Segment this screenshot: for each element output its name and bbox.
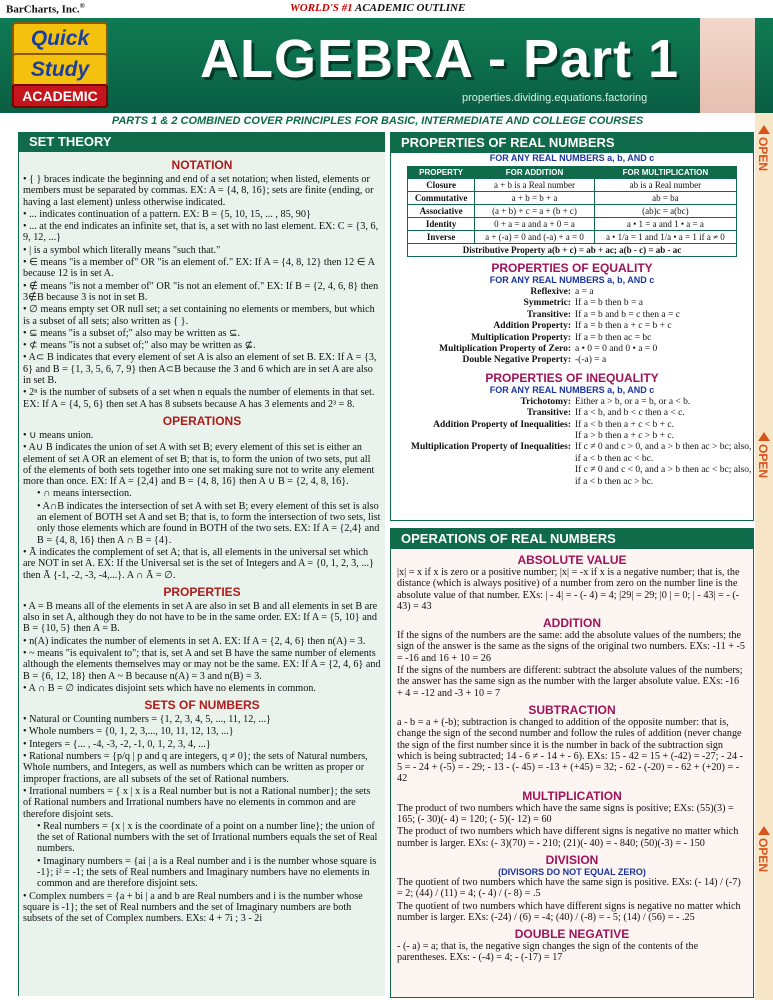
operations-real-heading: OPERATIONS OF REAL NUMBERS	[391, 529, 753, 549]
header-decoration	[700, 18, 755, 113]
list-item: • Imaginary numbers = {ai | a is a Real number and i is the number whose square is -1}; i² = -1; the sets of Real numbers and Imaginary numbers have no elements in common and are therefore disjoint sets.	[37, 855, 377, 890]
equality-heading: PROPERTIES OF EQUALITY	[491, 261, 653, 275]
open-arrow-icon	[758, 432, 770, 441]
property-label: Trichotomy:	[520, 396, 571, 407]
list-item	[391, 397, 753, 408]
list-item: • Rational numbers = {p/q | p and q are integers, q ≠ 0}; the sets of Natural numbers, Whole numbers, and Integers, as well as numbers which can be written as proper or improper fractions, are all subsets of the set of Rational numbers.	[23, 751, 368, 785]
open-tag: OPEN	[756, 137, 770, 172]
property-value: a = a	[575, 287, 594, 297]
table-cell: Closure	[408, 179, 475, 192]
table-cell: Commutative	[408, 192, 475, 205]
table-row	[408, 192, 737, 205]
property-label: Multiplication Property of Inequalities:	[411, 442, 571, 453]
inequality-note: FOR ANY REAL NUMBERS a, b, AND c	[489, 384, 655, 395]
inequality-heading: PROPERTIES OF INEQUALITY	[485, 370, 659, 385]
open-arrow-icon	[758, 826, 770, 835]
list-item: • A⊂ B indicates that every element of set A is also an element of set B. EX: If A = {3, 6} and B = {1, 3, 5, 6, 7, 9} then A⊂B because the 3 and 6 which are in set A are also in set B.	[23, 352, 377, 387]
list-item: The quotient of two numbers which have different signs is negative no matter which number is larger. EXs: (-24) / (6) = -4; (40) / (-8) = - 5; (14) / (56) = - .25	[397, 900, 741, 923]
real-properties-panel	[390, 132, 754, 521]
equality-note: FOR ANY REAL NUMBERS a, b, AND c	[489, 275, 655, 285]
subtraction-text: a - b = a + (-b); subtraction is changed to addition of the opposite number: that is, change the sign of the second number and follow the rules of addition (never change the sign of the first number since it is the number in back of the subtraction sign which is being subtracted; 14 - 6 ≠ - 14 + - 6). EXs: 15 - 42 = 15 + (-42) = -27; - 24 - 5 = - 24 + (-5) = - 29; - 13 - (- 45) = -13 + (+45) = 32; - 62 - (-20) = - 62 + (+20) = - 42	[397, 716, 744, 785]
list-item: • ∅ means empty set OR null set; a set containing no elements or members, but which is a subset of all sets; also written as { }.	[23, 304, 375, 327]
list-item: • Integers = {... , -4, -3, -2, -1, 0, 1, 2, 3, 4, ...}	[23, 738, 211, 750]
table-cell: a + b = b + a	[475, 192, 595, 205]
list-item: • A ∩ B = ∅ indicates disjoint sets which have no elements in common.	[23, 682, 316, 694]
table-cell: Distributive Property a(b + c) = ab + ac; a(b - c) = ab - ac	[408, 244, 737, 257]
table-cell: (a + b) + c = a + (b + c)	[475, 205, 595, 218]
list-item	[391, 465, 753, 488]
table-row	[408, 231, 737, 244]
property-value: If a < b, and b < c then a < c.	[575, 408, 685, 419]
property-value: If a = b then a + c = b + c	[575, 321, 672, 332]
list-item: • { } braces indicate the beginning and end of a set notation; when listed, elements or members must be separated by commas. EX: A = {4, 8, 16}; sets are finite (ending, or having a last element) unless otherwise indicated.	[23, 174, 374, 208]
page-title: ALGEBRA - Part 1	[200, 29, 680, 89]
property-value: Either a > b, or a = b, or a < b.	[575, 396, 691, 407]
list-item: • ... indicates continuation of a pattern. EX: B = {5, 10, 15, ... , 85, 90}	[23, 208, 311, 220]
table-cell: a + (-a) = 0 and (-a) + a = 0	[475, 231, 595, 244]
inequality-list	[391, 397, 753, 488]
division-note: (DIVISORS DO NOT EQUAL ZERO)	[498, 866, 646, 877]
list-item: • Complex numbers = {a + bi | a and b are Real numbers and i is the number whose square is -1}; the set of Real numbers and the set of Imaginary numbers are both subsets of the set of Complex numbers. EXs: 4 + 7i ; 3 - 2i	[23, 890, 363, 925]
open-arrow-icon	[758, 125, 770, 134]
list-item	[391, 321, 753, 332]
list-item: The product of two numbers which have the same signs is positive; EXs: (55)(3) = 165; (- 30)(- 4) = 120; (- 5)(- 12) = 60	[397, 802, 734, 826]
list-item	[391, 344, 753, 355]
addition-heading: ADDITION	[543, 616, 601, 631]
list-item: • ~ means "is equivalent to"; that is, set A and set B have the same number of elements although the elements themselves may or may not be the same. EX: If A = {2, 4, 6} and B = {6, 12, 18} then A ~ B because n(A) = 3 and n(B) = 3.	[23, 647, 381, 682]
list-item: If the signs of the numbers are different: subtract the absolute values of the numbers; the answer has the same sign as the number with the larger absolute value. EXs: -16 + 4 = -12 and -3 + 10 = 7	[397, 665, 743, 699]
table-row	[408, 179, 737, 192]
table-header: FOR ADDITION	[475, 167, 595, 179]
table-cell: a • 1/a = 1 and 1/a • a = 1 if a ≠ 0	[594, 231, 736, 244]
list-item: • ∉ means "is not a member of" OR "is not an element of." EX: If B = {2, 4, 6, 8} then 3∉B because 3 is not in set B.	[23, 280, 379, 303]
list-item: • A∩B indicates the intersection of set A with set B; every element of this set is also an element of BOTH set A and set B; that is, to form the intersection of two sets, list only those elements which are found in BOTH of the two sets. EX: If A = {2,4} and B = {4, 8, 16} then A ∩ B = {4}.	[37, 500, 381, 546]
table-row	[408, 244, 737, 257]
property-value: -(-a) = a	[575, 355, 607, 366]
list-item	[391, 298, 753, 309]
operations-real-panel	[390, 528, 754, 998]
list-item: • A∪ B indicates the union of set A with set B; every element of this set is either an element of set A OR an element of set B; that is, to form the union of two sets, put all of the elements of both sets together into one set making sure not to write any element more than once. EX: If A = {2,4} and B = {4, 8, 16} then A ∪ B = {2, 4, 8, 16}.	[23, 442, 375, 488]
table-cell: Identity	[408, 218, 475, 231]
open-tag: OPEN	[756, 838, 770, 873]
property-value: a • 0 = 0 and 0 • a = 0	[575, 344, 658, 355]
property-label: Multiplication Property of Zero:	[439, 344, 571, 355]
table-cell: a + b is a Real number	[475, 179, 595, 192]
list-item	[391, 408, 753, 419]
list-item: The product of two numbers which have different signs is negative no matter which number is larger. EXs: (- 3)(70) = - 210; (21)(- 40) = - 840; (50)(-3) = - 150	[397, 826, 739, 849]
real-properties-table	[407, 166, 737, 257]
logo-quick: Quick	[12, 22, 108, 56]
table-cell: (ab)c = a(bc)	[594, 205, 736, 218]
property-label: Transitive:	[526, 408, 571, 419]
list-item: If the signs of the numbers are the same: add the absolute values of the numbers; the sign of the answer is the same as the signs of the original two numbers. EXs: -11 + -5 = -16 and 16 + 10 = 26	[397, 630, 746, 664]
table-header: PROPERTY	[408, 167, 475, 179]
list-item: • ∈ means "is a member of" OR "is an element of." EX: If A = {4, 8, 12} then 12 ∈ A because 12 is in set A.	[23, 257, 375, 280]
list-item: The quotient of two numbers which have the same sign is positive. EXs: (- 14) / (-7) = 2; (44) / (11) = 4; (- 4) / (- 8) = .5	[397, 876, 741, 900]
property-label	[391, 465, 575, 488]
list-item	[391, 333, 753, 344]
top-bar	[0, 0, 773, 18]
list-item: • Ā indicates the complement of set A; that is, all elements in the universal set which are NOT in set A. EX: If the Universal set is the set of Integers and A = {0, 1, 2, 3, ...} then Ā {-1, -2, -3, -4,...}. A ∩ Ā = ∅.	[23, 546, 374, 581]
property-value: If a = b and b = c then a = c	[575, 309, 680, 320]
list-item: • Whole numbers = {0, 1, 2, 3,..., 10, 11, 12, 13, ...}	[23, 726, 234, 738]
list-item: • 2ⁿ is the number of subsets of a set when n equals the number of elements in that set. EX: If A = {4, 5, 6} then set A has 8 subsets because A has 3 elements and 2³ = 8.	[23, 387, 375, 410]
property-label: Addition Property:	[493, 321, 571, 332]
list-item	[391, 431, 753, 442]
property-label: Reflexive:	[530, 287, 571, 297]
list-item: • ∩ means intersection.	[37, 488, 132, 500]
brand-name: BarCharts, Inc.®	[6, 2, 85, 16]
list-item	[391, 287, 753, 298]
list-item	[391, 420, 753, 431]
table-header: FOR MULTIPLICATION	[594, 167, 736, 179]
property-value: If c ≠ 0 and c > 0, and a > b then ac > bc; also, if a < b then ac < bc.	[575, 442, 752, 464]
table-cell: ab is a Real number	[594, 179, 736, 192]
notation-heading: NOTATION	[171, 158, 233, 172]
list-item: • Irrational numbers = { x | x is a Real number but is not a Rational number}; the sets of Rational numbers and Irrational numbers have no elements in common and are therefore disjoint sets.	[23, 785, 371, 820]
table-cell: Inverse	[408, 231, 475, 244]
table-cell: ab = ba	[594, 192, 736, 205]
absolute-value-text: |x| = x if x is zero or a positive number; |x| = -x if x is a negative number; that is, the distance (which is always positive) of a number from zero on the number line is the absolute value of that number. EXs: | - 4| = - (- 4) = 4; |29| = 29; |0 | = 0; | - 43| = - (- 43) = 43	[397, 567, 740, 612]
list-item: • ⊄ means "is not a subset of;" also may be written as ⊈.	[23, 340, 256, 352]
double-negative-text: - (- a) = a; that is, the negative sign changes the sign of the contents of the parentheses. EXs: - (-4) = 4; - (-17) = 17	[397, 941, 699, 964]
list-item	[391, 310, 753, 321]
list-item: • | is a symbol which literally means "such that."	[23, 244, 221, 256]
property-value: If c ≠ 0 and c < 0, and a > b then ac < bc; also, if a < b then ac > bc.	[575, 465, 752, 487]
list-item: • Natural or Counting numbers = {1, 2, 3, 4, 5, ..., 11, 12, ...}	[23, 714, 271, 726]
properties-heading: PROPERTIES	[163, 584, 241, 599]
set-theory-panel	[18, 132, 385, 996]
properties-list	[23, 601, 381, 694]
property-label: Symmetric:	[523, 298, 571, 309]
property-label: Double Negative Property:	[462, 355, 571, 366]
absolute-value-heading: ABSOLUTE VALUE	[517, 553, 627, 567]
property-value: If a = b then b = a	[575, 298, 643, 309]
operations-list	[23, 430, 381, 581]
property-value: If a < b then a + c < b + c.	[575, 419, 674, 430]
property-label	[391, 431, 575, 442]
page-subtitle: properties.dividing.equations.factoring	[462, 92, 648, 104]
operations-heading: OPERATIONS	[162, 413, 242, 428]
logo-academic: ACADEMIC	[12, 84, 108, 108]
table-cell: 0 + a = a and a + 0 = a	[475, 218, 595, 231]
list-item	[391, 442, 753, 465]
multiplication-heading: MULTIPLICATION	[522, 788, 622, 803]
real-properties-note: FOR ANY REAL NUMBERS a, b, AND c	[489, 153, 655, 163]
property-label: Transitive:	[526, 309, 571, 320]
table-cell: Associative	[408, 205, 475, 218]
property-label: Multiplication Property:	[471, 332, 571, 343]
equality-list	[391, 287, 753, 367]
property-label: Addition Property of Inequalities:	[433, 419, 571, 430]
list-item: • ∪ means union.	[23, 429, 94, 441]
table-row	[408, 218, 737, 231]
parts-note: PARTS 1 & 2 COMBINED COVER PRINCIPLES FOR BASIC, INTERMEDIATE AND COLLEGE COURSES	[111, 115, 644, 127]
list-item: • ⊆ means "is a subset of;" also may be written as ⊆.	[23, 327, 241, 339]
property-value: If a > b then a + c > b + c.	[575, 431, 674, 442]
quickstudy-logo	[12, 22, 104, 107]
list-item: • n(A) indicates the number of elements in set A. EX: If A = {2, 4, 6} then n(A) = 3.	[23, 635, 366, 647]
tagline: WORLD'S #1 ACADEMIC OUTLINE	[290, 2, 466, 14]
division-heading: DIVISION	[545, 852, 599, 867]
notation-list	[23, 174, 381, 410]
table-row	[408, 205, 737, 218]
list-item: • A = B means all of the elements in set A are also in set B and all elements in set B are also in set A, although they do not have to be in the same order. EX: If A = {5, 10} and B = {10, 5} then A = B.	[23, 600, 378, 635]
subtraction-heading: SUBTRACTION	[528, 702, 616, 717]
real-properties-heading: PROPERTIES OF REAL NUMBERS	[391, 133, 753, 153]
sets-list	[23, 714, 381, 924]
logo-study: Study	[12, 53, 108, 87]
list-item: • Real numbers = {x | x is the coordinate of a point on a number line}; the union of the set of Rational numbers with the set of Irrational numbers equals the set of Real numbers.	[37, 820, 378, 855]
header-banner	[0, 18, 773, 113]
open-tag: OPEN	[756, 444, 770, 479]
list-item	[391, 355, 753, 366]
double-negative-heading: DOUBLE NEGATIVE	[514, 927, 630, 942]
table-cell: a • 1 = a and 1 • a = a	[594, 218, 736, 231]
set-theory-heading: SET THEORY	[19, 132, 385, 152]
property-value: If a = b then ac = bc	[575, 332, 652, 343]
list-item: • ... at the end indicates an infinite set, that is, a set with no last element. EX: C = {3, 6, 9, 12, ...}	[23, 221, 379, 244]
sets-of-numbers-heading: SETS OF NUMBERS	[144, 698, 260, 713]
